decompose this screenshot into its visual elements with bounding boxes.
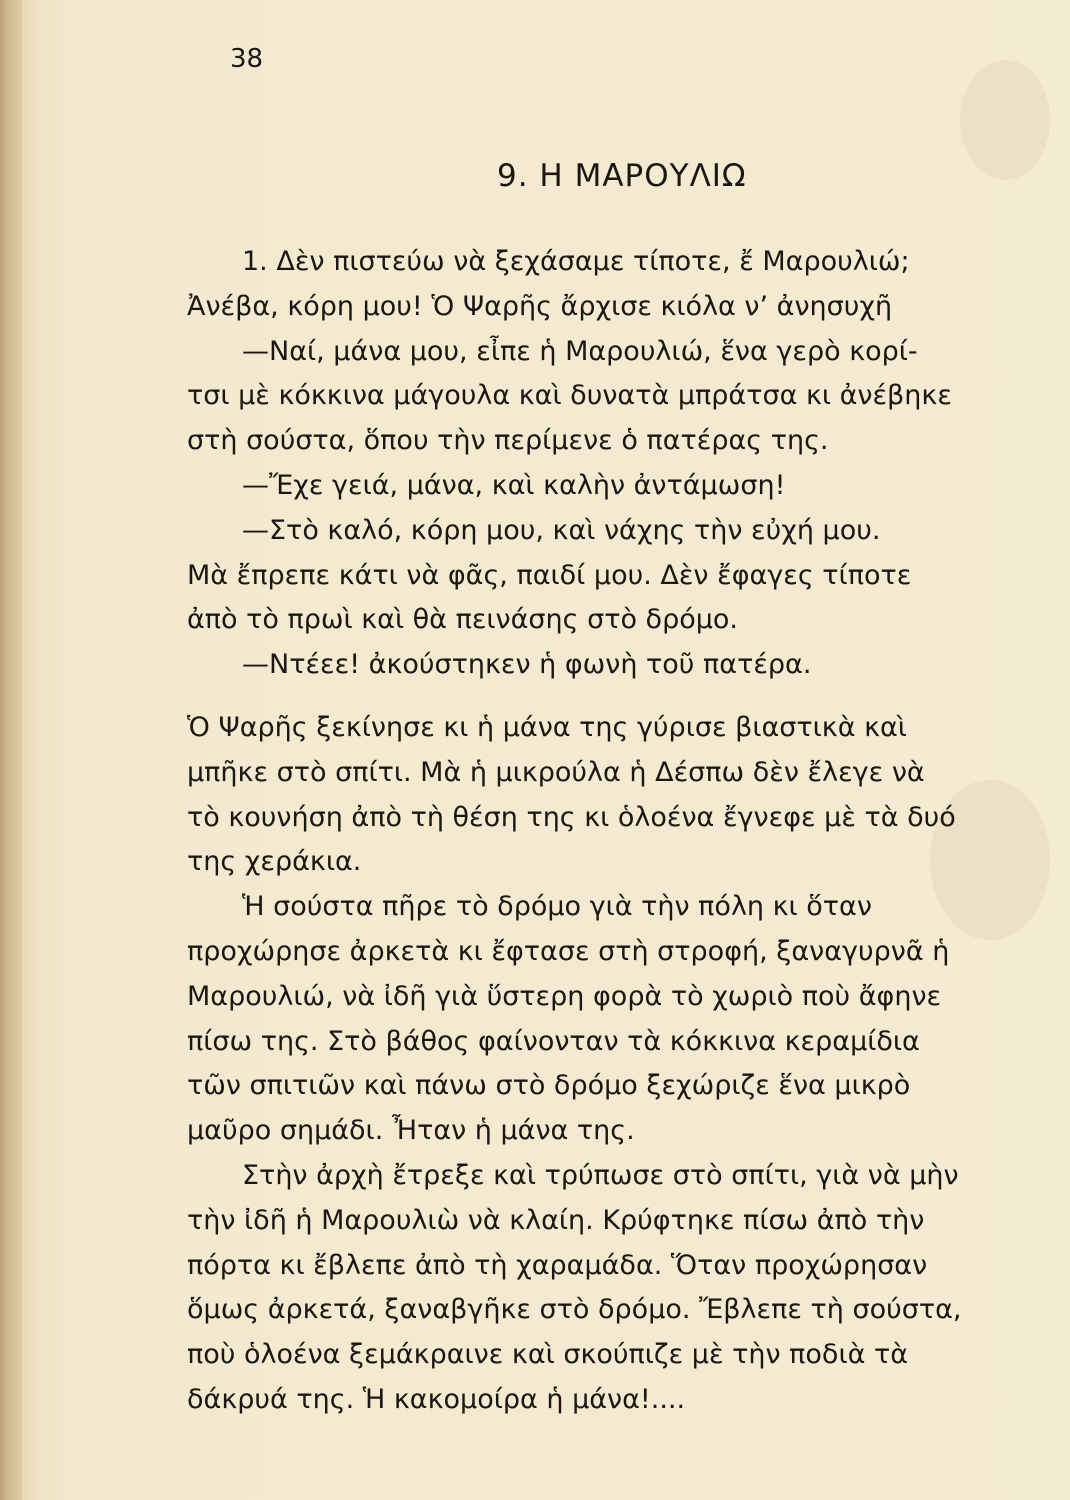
text-line: στὴ σούστα, ὅπου τὴν περίμενε ὁ πατέρας της. — [187, 425, 829, 457]
text-line: ἀπὸ τὸ πρωὶ καὶ θὰ πεινάσης στὸ δρόμο. — [187, 604, 739, 636]
text-line: μαῦρο σημάδι. Ἦταν ἡ μάνα της. — [187, 1115, 635, 1147]
chapter-title: 9. Η ΜΑΡΟΥΛΙΩ — [497, 158, 747, 194]
text-line: —Ναί, μάνα μου, εἶπε ἡ Μαρουλιώ, ἕνα γερὸ κορί- — [242, 335, 918, 367]
text-line: μπῆκε στὸ σπίτι. Μὰ ἡ μικρούλα ἡ Δέσπω δὲν ἔλεγε νὰ — [187, 756, 925, 788]
text-line: της χεράκια. — [187, 846, 362, 878]
text-line: πόρτα κι ἔβλεπε ἀπὸ τὴ χαραμάδα. Ὅταν προχώρησαν — [187, 1249, 928, 1281]
text-line: 1. Δὲν πιστεύω νὰ ξεχάσαμε τίποτε, ἔ Μαρουλιώ; — [242, 246, 910, 277]
binding-edge — [0, 0, 22, 1500]
text-line: ποὺ ὁλοένα ξεμάκραινε καὶ σκούπιζε μὲ τὴν ποδιὰ τὰ — [187, 1339, 909, 1371]
text-line: Ὁ Ψαρῆς ξεκίνησε κι ἡ μάνα της γύρισε βιαστικὰ καὶ — [187, 712, 907, 743]
text-line: δάκρυά της. Ἡ κακομοίρα ἡ μάνα!.... — [187, 1383, 686, 1415]
text-line: —Στὸ καλό, κόρη μου, καὶ νάχης τὴν εὐχή μου. — [242, 514, 881, 546]
text-line: Μαρουλιώ, νὰ ἰδῆ γιὰ ὕστερη φορὰ τὸ χωριὸ ποὺ ἄφηνε — [187, 980, 942, 1012]
text-line: τὴν ἰδῆ ἡ Μαρουλιὼ νὰ κλαίη. Κρύφτηκε πίσω ἀπὸ τὴν — [187, 1204, 925, 1236]
text-line: τῶν σπιτιῶν καὶ πάνω στὸ δρόμο ξεχώριζε ἕνα μικρὸ — [187, 1070, 911, 1102]
page-number: 38 — [230, 44, 264, 74]
text-block-narrative — [187, 706, 1067, 1423]
text-block-dialogue — [187, 240, 1067, 688]
text-line: Μὰ ἔπρεπε κάτι νὰ φᾶς, παιδί μου. Δὲν ἔφαγες τίποτε — [187, 559, 912, 591]
text-line: —Ντέεε! ἀκούστηκεν ἡ φωνὴ τοῦ πατέρα. — [242, 649, 812, 681]
paper-stain — [960, 60, 1050, 180]
text-line: Ἀνέβα, κόρη μου! Ὁ Ψαρῆς ἄρχισε κιόλα ν’ ἀνησυχῆ — [187, 290, 893, 322]
text-line: ὅμως ἀρκετά, ξαναβγῆκε στὸ δρόμο. Ἔβλεπε τὴ σούστα, — [187, 1294, 962, 1326]
text-line: τσι μὲ κόκκινα μάγουλα καὶ δυνατὰ μπράτσα κι ἀνέβηκε — [187, 380, 952, 412]
text-line: προχώρησε ἀρκετὰ κι ἔφτασε στὴ στροφή, ξαναγυρνᾶ ἡ — [187, 935, 950, 967]
text-line: τὸ κουνήση ἀπὸ τὴ θέση της κι ὁλοένα ἔγνεφε μὲ τὰ δυό — [187, 801, 956, 833]
text-line: Ἡ σούστα πῆρε τὸ δρόμο γιὰ τὴν πόλη κι ὅταν — [242, 891, 872, 923]
text-line: πίσω της. Στὸ βάθος φαίνονταν τὰ κόκκινα κεραμίδια — [187, 1025, 920, 1057]
text-line: —Ἔχε γειά, μάνα, καὶ καλὴν ἀντάμωση! — [242, 469, 786, 501]
text-line: Στὴν ἀρχὴ ἔτρεξε καὶ τρύπωσε στὸ σπίτι, γιὰ νὰ μὴν — [242, 1159, 959, 1191]
